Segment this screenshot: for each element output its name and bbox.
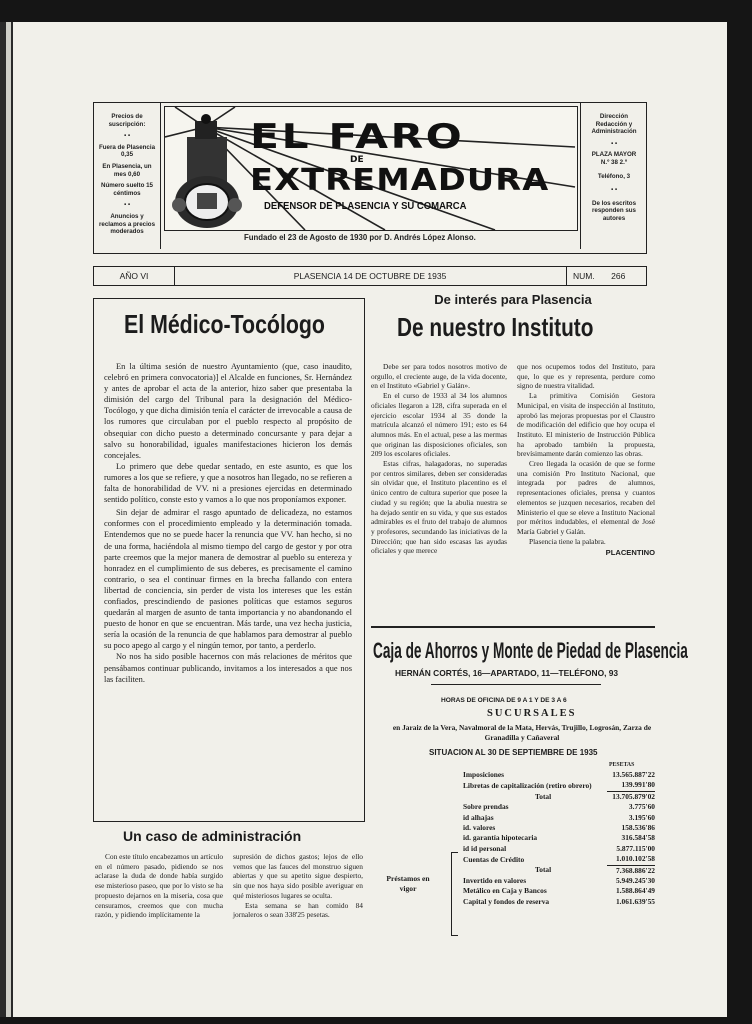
balance-value: 1.061.639'55 (615, 896, 655, 906)
address-box: Dirección Redacción y Administración ▪ ▪ PLAZA MAYOR N.º 38 2.º Teléfono, 3 ▪ ▪ De los escritos responden sus autores (580, 103, 647, 249)
issue-number-label: NUM. (573, 271, 595, 281)
dateline: PLASENCIA 14 DE OCTUBRE DE 1935 (293, 271, 447, 281)
caja-currency: PESETAS (609, 762, 635, 768)
subscription-outside: Fuera de Plasencia 0,35 (98, 143, 156, 159)
balance-row (463, 854, 655, 865)
balance-value: 158.536'86 (621, 823, 655, 833)
page-edge (0, 22, 13, 1017)
caso-title: Un caso de administración (123, 828, 302, 844)
issue-number (566, 267, 647, 285)
balance-value: 139.991'80 (621, 780, 655, 790)
balance-label: Total (535, 791, 552, 801)
instituto-article (371, 292, 655, 558)
caja-ad (371, 626, 688, 966)
single-issue-price: Número suelto 15 céntimos (101, 182, 153, 197)
balance-value: 1.010.102'58 (615, 854, 655, 864)
balance-value: 3.195'60 (628, 812, 655, 822)
instituto-paragraph: que nos ocupemos todos del Instituto, para que, lo que es y representa, perdure como signo de nuestra vitalidad. (517, 362, 655, 391)
caja-balance-table (463, 770, 655, 907)
balance-label: Cuentas de Crédito (463, 854, 525, 864)
newspaper-page (13, 22, 727, 1017)
instituto-paragraph: Debe ser para todos nosotros motivo de orgullo, el creciente auge, de la vida docente, en el Instituto «Gabriel y Galán». (371, 362, 507, 391)
balance-label: Imposiciones (463, 770, 505, 779)
medico-paragraph: No nos ha sido posible hacernos con más relaciones de méritos que pensábamos continuar publicando, invitamos a los interesados a que nos las faciliten. (104, 652, 352, 684)
founded-line: Fundado el 23 de Agosto de 1930 por D. Andrés López Alonso. (244, 233, 476, 242)
balance-value: 5.949.245'30 (615, 876, 655, 886)
balance-value: 316.584'58 (621, 833, 655, 843)
balance-row (463, 865, 655, 876)
masthead-title-de: DE (350, 155, 364, 165)
caja-branches: en Jaraiz de la Vera, Navalmoral de la Mata, Hervás, Trujillo, Logrosán, Zarza de Granadilla y Cañaveral (392, 723, 652, 742)
balance-value: 1.588.864'49 (615, 886, 655, 896)
balance-label: Libretas de capitalización (retiro obrero) (463, 780, 592, 790)
caso-col2 (233, 852, 363, 920)
balance-label: id id personal (463, 843, 507, 853)
instituto-col1 (371, 362, 507, 556)
balance-value: 13.565.887'22 (612, 770, 655, 779)
issue-number-value: 266 (611, 271, 626, 281)
caso-col2-text: supresión de dichos gastos; lejos de ello vemos que las fauces del monstruo siguen abiertas y que su apetito sigue despierto, sin que nos haya sido posible averiguar en qué misteriosos lugares se oculta. (233, 852, 363, 900)
balance-label: Total (535, 865, 552, 875)
caso-article (93, 828, 363, 968)
year-label: AÑO VI (94, 267, 175, 285)
caja-title: Caja de Ahorros y Monte de Piedad de Plasencia (373, 638, 688, 663)
instituto-paragraph: En el curso de 1933 al 34 los alumnos oficiales llegaron a 128, cifra superada en el ejercicio escolar 1934 al 35 donde la matrícula alcanzó el número 191; esto es 64 alumnos más. En el actual, pese a las mermas que originan las disposiciones oficiales, son 209 los escolares oficiales. (371, 391, 507, 459)
caso-col2-text-b: Esta semana se han comido 84 jornaleros o sean 338'25 pesetas. (233, 900, 363, 920)
loans-label: Préstamos en vigor (386, 874, 430, 893)
medico-paragraph: En la última sesión de nuestro Ayuntamiento (que, caso inaudito, celebró en primera convocatoria)] el Alcalde en funciones, Sr. Hernández y antes de aprobar el acta de la anterior, hizo saber que presentaba la dimisión del cargo del Tribunal para la designación del Médico-Tocólogo, y que dicha dimisión tenía el carácter de irrevocable a causa de los rumores que circulaban por el pueblo respecto al propósito de obsequiar con dicho puesto a determinado concursante y para dejar a salvo su honorabilidad, iguales manifestaciones hicieron los demás concejales. (104, 362, 352, 460)
balance-row (463, 823, 655, 833)
medico-body (104, 361, 352, 685)
subscription-local: En Plasencia, un mes 0,60 (102, 162, 152, 178)
balance-label: id alhajas (463, 812, 494, 822)
medico-article (93, 298, 365, 822)
subscription-box: Precios de suscripción: ▪ ▪ Fuera de Plasencia 0,35 En Plasencia, un mes 0,60 Número suelto 15 céntimos ▪ ▪ Anuncios y reclamos a precios moderados (94, 103, 161, 249)
balance-row (463, 780, 655, 791)
instituto-paragraph: Plasencia tiene la palabra. (529, 536, 606, 546)
instituto-col2 (517, 362, 655, 558)
office-phone: Teléfono, 3 (597, 172, 631, 180)
caja-branches-title: SUCURSALES (487, 708, 577, 719)
medico-paragraph: Lo primero que debe quedar sentado, en este asunto, es que los rumores a los que se refiere, y que a nosotros han llegado, no se refieren a falta de honorabilidad de VV. ni a presiones ejercidas en determinado sentido político, conste esto y vamos a lo que nos proponíamos exponer. (104, 461, 352, 505)
medico-title: El Médico-Tocólogo (124, 309, 325, 339)
caja-hours: HORAS DE OFICINA DE 9 A 1 Y DE 3 A 6 (441, 697, 567, 704)
caso-col1: Con este título encabezamos un artículo en el número pasado, pidiendo se nos aclarase la duda de donde había surgido ese misterioso paseo, que por lo visto se ha propuesto dejarnos en la miseria, cosa que censuramos, creemos que con mucha razón, y pidiendo implícitamente la (95, 852, 224, 920)
balance-label: Metálico en Caja y Bancos (463, 886, 547, 896)
balance-label: Capital y fondos de reserva (463, 896, 550, 906)
masthead-title-line2: EXTREMADURA (250, 163, 550, 198)
balance-label: Sobre prendas (463, 802, 509, 812)
instituto-paragraph: Creo llegada la ocasión de que se forme una comisión Pro Instituto Nacional, que integrada por padres de alumnos, representaciones oficiales, prensa y cuantos elementos se juzquen necesarios, recaben del Ministerio el que se eleve a Instituto Nacional por méritos indudables, el elemental de José María Gabriel y Galán. (517, 459, 655, 536)
balance-row (463, 813, 655, 823)
office-number: N.º 38 2.º (600, 158, 628, 166)
ads-note: Anuncios y reclamos a precios moderados (98, 212, 156, 236)
balance-row (463, 886, 655, 896)
instituto-kicker: De interés para Plasencia (434, 292, 592, 307)
balance-label: id. garantía hipotecaria (463, 833, 538, 843)
caja-address: HERNÁN CORTÉS, 16—APARTADO, 11—TELÉFONO, 93 (395, 668, 619, 678)
masthead (93, 102, 647, 254)
balance-value: 7.368.886'22 (607, 865, 655, 876)
editorial-office: Dirección Redacción y Administración (591, 113, 637, 136)
balance-value: 3.775'60 (628, 802, 655, 812)
balance-row (463, 833, 655, 843)
caja-situation: SITUACION AL 30 DE SEPTIEMBRE DE 1935 (429, 748, 598, 757)
balance-row (463, 876, 655, 886)
balance-row (463, 844, 655, 854)
masthead-engraving (164, 106, 578, 231)
balance-row (463, 770, 655, 780)
instituto-paragraph: Estas cifras, halagadoras, no superadas por centros similares, deben ser consideradas sin olvidar que, el Instituto placentino es el único centro de cultura superior que posee la ciudad y su región; que la abulia nuestra se ha dejado sentir en su vida, y que sus estados admirables es el fruto del trabajo de alumnos y profesores, secundando las iniciativas de la Dirección; que han sido escasas las ayudas oficiales y que merece (371, 459, 507, 556)
balance-row (463, 802, 655, 812)
office-street: PLAZA MAYOR (591, 151, 637, 159)
balance-row (463, 791, 655, 802)
balance-row (463, 897, 655, 907)
masthead-title-line1: EL FARO (250, 117, 465, 157)
loans-bracket (451, 852, 458, 936)
medico-paragraph: Sin dejar de admirar el rasgo apuntado de delicadeza, no estamos conformes con el procedimiento empleado y la determinación tomada. Entendemos que no se puede hacer la renuncia que VV. han hecho, si no de una forma, haciéndola al mismo tiempo del cargo de gestor y por otra parte creemos que la mejor manera de demostrar al pueblo su entereza y honradez en el cumplimiento de sus deberes, es precisamente el camino contrario, o sea el continuar firmes en la brecha fallando con entera libertad de conciencia, sin perder de vista los intereses que les están confiados, prescindiendo de pasiones políticas que estamos seguros quedarán al margen de asunto de tanta importancia y no abandonando el puesto de honor en que se encuentran. Más tarde, una vez hecha justicia, sería la ocasión de la renuncia de que hablamos para demostrar al pueblo su poco apego al cargo y el ningún temor, por tanto, a perderlo. (104, 508, 352, 651)
instituto-title: De nuestro Instituto (397, 312, 594, 342)
subscription-prices: Precios de suscripción: (108, 113, 146, 128)
balance-value: 13.705.879'02 (607, 791, 655, 802)
masthead-subtitle: DEFENSOR DE PLASENCIA Y SU COMARCA (264, 201, 467, 212)
balance-label: id. valores (463, 823, 496, 833)
dateline-strip (93, 266, 647, 286)
instituto-signature: PLACENTINO (605, 548, 655, 558)
balance-label: Invertido en valores (463, 876, 527, 886)
caja-rule (371, 626, 655, 628)
authors-note: De los escritos responden sus autores (591, 199, 637, 222)
balance-value: 5.877.115'00 (616, 843, 655, 853)
instituto-paragraph: La primitiva Comisión Gestora Municipal, en visita de inspección al Instituto, aprobó las mejoras propuestas por el Claustro de modificación del edificio que hoy ocupa el Instituto. El ministerio de Instrucción Pública ha aprobado también la propuesta, brevísimamente darán comienzo las obras. (517, 391, 655, 459)
